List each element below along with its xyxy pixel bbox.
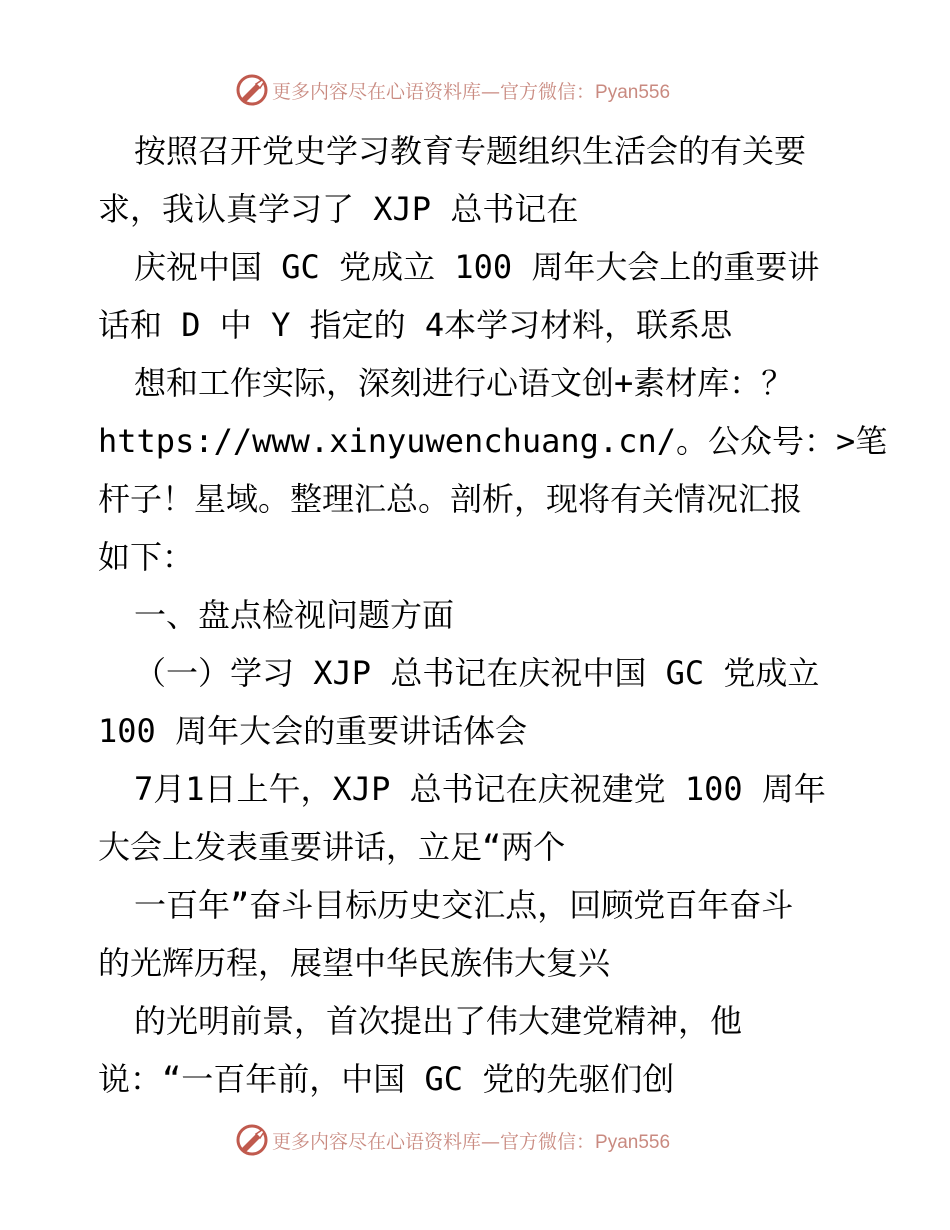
text-line: 的光辉历程，展望中华民族伟大复兴	[98, 944, 611, 982]
text-line: 求，我认真学习了 XJP 总书记在	[98, 190, 579, 228]
watermark-header	[236, 74, 670, 106]
text-line: 话和 D 中 Y 指定的 4本学习材料，联系思	[98, 306, 733, 344]
watermark-footer	[236, 1124, 670, 1156]
pen-logo-icon	[236, 74, 268, 106]
text-line: 如下：	[98, 538, 195, 576]
text-line: 100 周年大会的重要讲话体会	[98, 712, 528, 750]
text-line: 按照召开党史学习教育专题组织生活会的有关要	[134, 132, 807, 170]
text-line: 大会上发表重要讲话，立足“两个	[98, 828, 566, 866]
text-line: （一）学习 XJP 总书记在庆祝中国 GC 党成立	[134, 654, 820, 692]
text-line: 一百年”奋斗目标历史交汇点，回顾党百年奋斗	[134, 886, 794, 924]
pen-logo-icon	[236, 1124, 268, 1156]
text-line: 的光明前景，首次提出了伟大建党精神，他	[134, 1002, 743, 1040]
text-line: 说：“一百年前，中国 GC 党的先驱们创	[98, 1060, 675, 1098]
text-line: 庆祝中国 GC 党成立 100 周年大会上的重要讲	[134, 248, 820, 286]
text-line: 杆子！星域。整理汇总。剖析，现将有关情况汇报	[98, 480, 803, 518]
watermark-text: 更多内容尽在心语资料库—官方微信：Pyan556	[272, 80, 671, 103]
text-line: 7月1日上午，XJP 总书记在庆祝建党 100 周年	[134, 770, 826, 808]
text-line: 一、盘点检视问题方面	[134, 596, 455, 634]
document-body	[98, 122, 888, 1108]
text-line: https://www.xinyuwenchuang.cn/。公众号：>笔	[98, 422, 888, 460]
text-line: 想和工作实际，深刻进行心语文创+素材库：？	[134, 364, 794, 402]
watermark-text: 更多内容尽在心语资料库—官方微信：Pyan556	[272, 1130, 671, 1153]
